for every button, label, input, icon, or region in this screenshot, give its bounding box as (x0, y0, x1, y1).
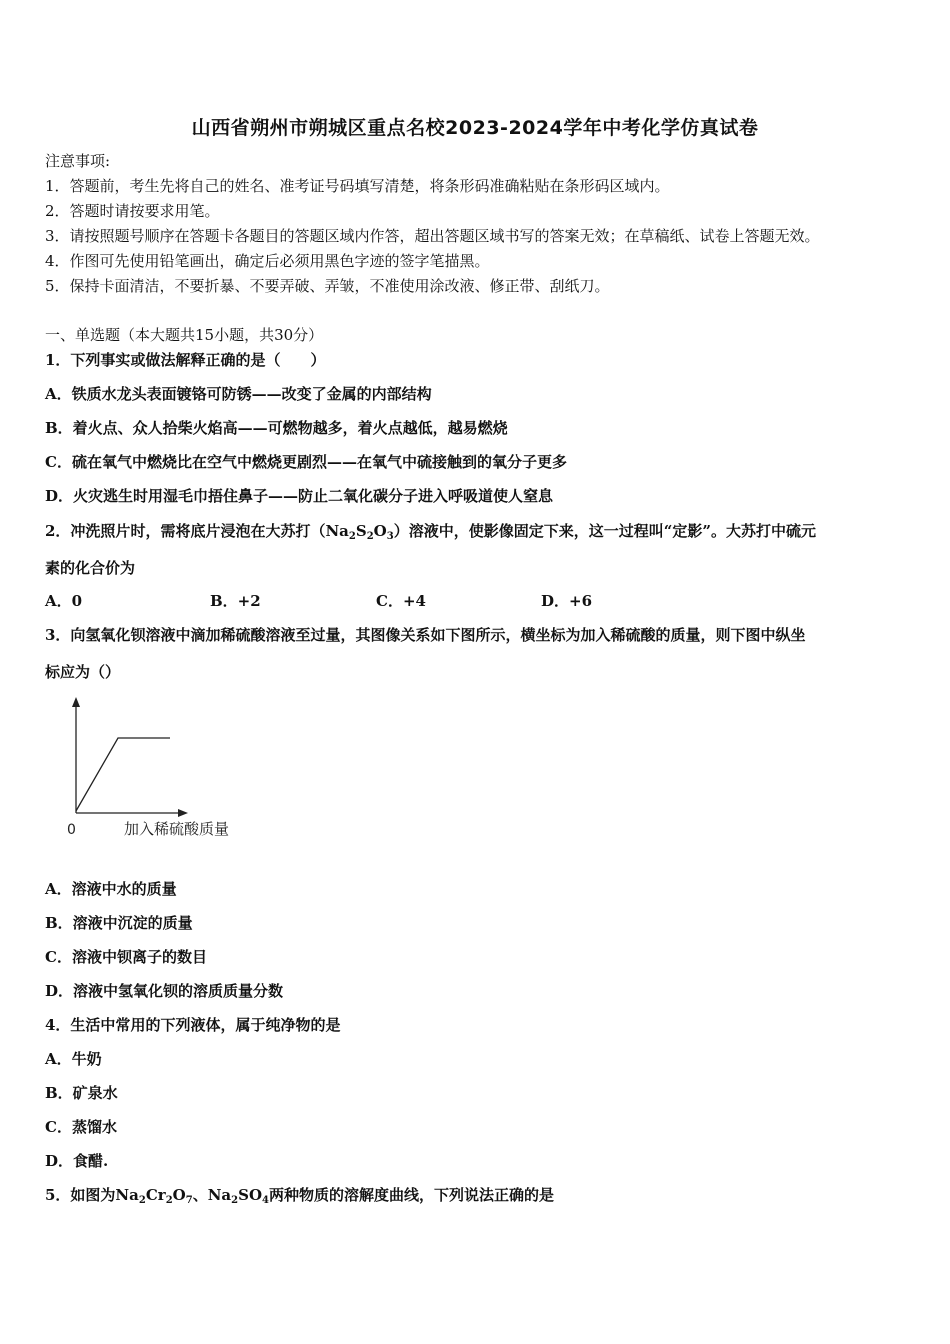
q2-option-c: C．+4 (376, 592, 426, 610)
page-title: 山西省朔州市朔城区重点名校2023-2024学年中考化学仿真试卷 (191, 117, 759, 139)
q2-option-b: B．+2 (210, 592, 261, 610)
q2-stem-line-1: 2．冲洗照片时，需将底片浸泡在大苏打$(Na_2S_2O_3)$溶液中，使影像固定下来，这一过程叫“定影”。大苏打中硫元 (45, 522, 816, 542)
notice-item-1: 1．答题前，考生先将自己的姓名、准考证号码填写清楚，将条形码准确粘贴在条形码区域内。 (45, 177, 670, 195)
q1-stem: 1．下列事实或做法解释正确的是（ ） (45, 351, 326, 369)
q3-graph (58, 695, 268, 845)
q5-stem: 5．如图为$Na_2Cr_2O_7$、$Na_2SO_4$两种物质的溶解度曲线，下列说法正确的是 (45, 1186, 554, 1206)
q1-option-c: C．硫在氧气中燃烧比在空气中燃烧更剧烈——在氧气中硫接触到的氧分子更多 (45, 453, 567, 471)
q3-option-a: A．溶液中水的质量 (45, 880, 177, 898)
section-heading: 一、单选题（本大题共15小题，共30分） (45, 326, 324, 344)
notice-item-2: 2．答题时请按要求用笔。 (45, 202, 220, 220)
origin-label: 0 (67, 822, 76, 838)
notice-item-3: 3．请按照题号顺序在答题卡各题目的答题区域内作答，超出答题区域书写的答案无效；在草稿纸、试卷上答题无效。 (45, 227, 820, 245)
x-axis-arrow (178, 809, 188, 817)
q1-option-a: A．铁质水龙头表面镀铬可防锈——改变了金属的内部结构 (45, 385, 432, 403)
notice-heading: 注意事项: (45, 152, 111, 170)
curve-line (76, 738, 170, 811)
q4-option-c: C．蒸馏水 (45, 1118, 117, 1136)
q2-option-d: D．+6 (541, 592, 593, 610)
q2-option-a: A．0 (45, 592, 83, 610)
q1-option-b: B．着火点、众人拾柴火焰高——可燃物越多，着火点越低，越易燃烧 (45, 419, 508, 437)
q3-stem-line-2: 标应为（） (45, 663, 121, 681)
q3-option-b: B．溶液中沉淀的质量 (45, 914, 193, 932)
notice-item-5: 5．保持卡面清洁，不要折暴、不要弄破、弄皱，不准使用涂改液、修正带、刮纸刀。 (45, 277, 610, 295)
q3-option-d: D．溶液中氢氧化钡的溶质质量分数 (45, 982, 284, 1000)
q2-stem-line-2: 素的化合价为 (45, 559, 136, 577)
q3-option-c: C．溶液中钡离子的数目 (45, 948, 207, 966)
q4-stem: 4．生活中常用的下列液体，属于纯净物的是 (45, 1016, 341, 1034)
q4-option-d: D．食醋. (45, 1152, 109, 1170)
q3-stem-line-1: 3．向氢氧化钡溶液中滴加稀硫酸溶液至过量，其图像关系如下图所示，横坐标为加入稀硫酸的质量，则下图中纵坐 (45, 626, 806, 644)
x-axis-label: 加入稀硫酸质量 (124, 820, 230, 838)
notice-item-4: 4．作图可先使用铅笔画出，确定后必须用黑色字迹的签字笔描黑。 (45, 252, 490, 270)
q4-option-a: A．牛奶 (45, 1050, 102, 1068)
q4-option-b: B．矿泉水 (45, 1084, 118, 1102)
y-axis-arrow (72, 697, 80, 707)
q1-option-d: D．火灾逃生时用湿毛巾捂住鼻子——防止二氧化碳分子进入呼吸道使人窒息 (45, 487, 554, 505)
